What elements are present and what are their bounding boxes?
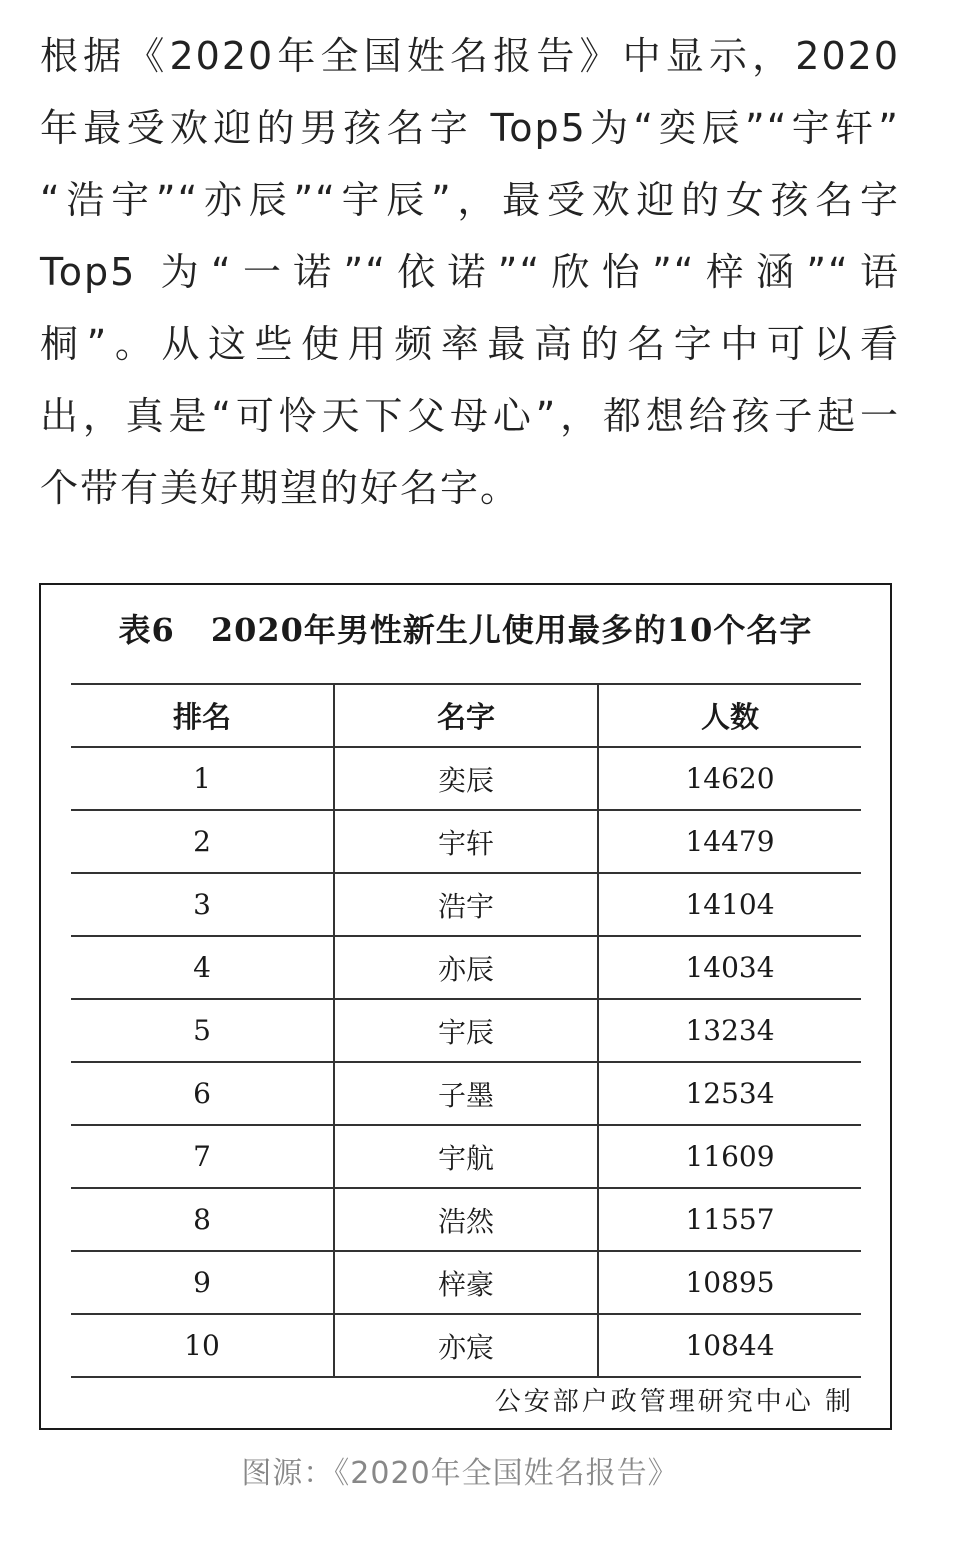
cell-count: 11609 [598,1125,861,1188]
cell-rank: 8 [71,1188,334,1251]
cell-rank: 2 [71,810,334,873]
cell-name: 宇轩 [334,810,598,873]
table-row [71,1188,861,1251]
cell-count: 10895 [598,1251,861,1314]
paragraph-line: 出，真是“可怜天下父母心”，都想给孩子起一 [40,394,900,438]
table-row [71,810,861,873]
cell-rank: 7 [71,1125,334,1188]
table-title-label: 表6 [118,611,175,649]
cell-rank: 5 [71,999,334,1062]
paragraph-line: 年最受欢迎的男孩名字 Top5为“奕辰”“宇轩” [40,106,900,150]
image-caption: 图源：《2020年全国姓名报告》 [241,1456,679,1491]
cell-count: 14620 [598,747,861,810]
names-table [71,683,861,1378]
cell-count: 13234 [598,999,861,1062]
cell-count: 12534 [598,1062,861,1125]
table-row [71,873,861,936]
cell-name: 子墨 [334,1062,598,1125]
cell-count: 11557 [598,1188,861,1251]
table-row [71,936,861,999]
cell-name: 浩宇 [334,873,598,936]
table-header-row [71,684,861,747]
paragraph-line: 桐”。从这些使用频率最高的名字中可以看 [40,322,900,366]
header-rank: 排名 [71,684,334,747]
cell-name: 奕辰 [334,747,598,810]
cell-name: 梓豪 [334,1251,598,1314]
cell-rank: 10 [71,1314,334,1377]
cell-count: 14479 [598,810,861,873]
cell-name: 宇航 [334,1125,598,1188]
article-paragraph [40,20,900,524]
cell-rank: 6 [71,1062,334,1125]
paragraph-line: 个带有美好期望的好名字。 [40,466,521,510]
cell-rank: 3 [71,873,334,936]
cell-name: 亦辰 [334,936,598,999]
cell-name: 亦宸 [334,1314,598,1377]
cell-rank: 4 [71,936,334,999]
table-row [71,747,861,810]
table-row [71,1251,861,1314]
table-figure [39,583,892,1430]
cell-rank: 9 [71,1251,334,1314]
cell-count: 14034 [598,936,861,999]
paragraph-line: “浩宇”“亦辰”“宇辰”，最受欢迎的女孩名字 [40,178,900,222]
table-source-note: 公安部户政管理研究中心 制 [494,1387,854,1417]
table-title [41,605,890,651]
cell-count: 10844 [598,1314,861,1377]
table-row [71,1125,861,1188]
table-row [71,1062,861,1125]
paragraph-line: Top5 为“一诺”“依诺”“欣怡”“梓涵”“语 [40,250,900,294]
cell-count: 14104 [598,873,861,936]
paragraph-line: 根据《2020年全国姓名报告》中显示，2020 [40,34,900,78]
cell-name: 宇辰 [334,999,598,1062]
table-title-text: 2020年男性新生儿使用最多的10个名字 [210,611,813,649]
table-row [71,999,861,1062]
header-name: 名字 [334,684,598,747]
header-count: 人数 [598,684,861,747]
cell-rank: 1 [71,747,334,810]
cell-name: 浩然 [334,1188,598,1251]
table-row [71,1314,861,1377]
